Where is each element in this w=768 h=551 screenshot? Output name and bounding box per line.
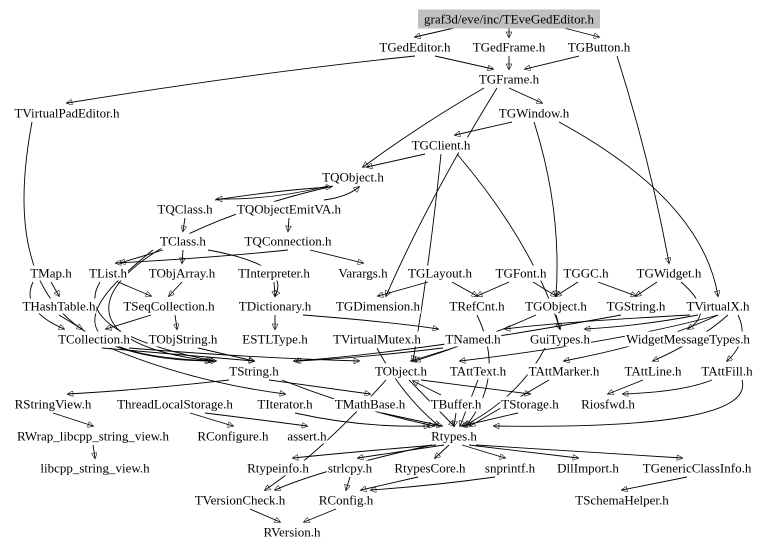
graph-node-tgedframe[interactable]: TGedFrame.h (472, 39, 546, 55)
graph-node-tvirtualpadeditor[interactable]: TVirtualPadEditor.h (14, 105, 120, 121)
edge-tnamed-to-tobject (411, 348, 453, 361)
graph-node-tattmarker[interactable]: TAttMarker.h (528, 363, 600, 379)
edge-tglayout-to-trefcnt (452, 282, 477, 296)
graph-node-tmap[interactable]: TMap.h (30, 265, 72, 281)
edge-tinterpreter-to-tdictionary (274, 282, 275, 296)
graph-node-tlist[interactable]: TList.h (89, 265, 127, 281)
graph-node-rtypeinfo[interactable]: Rtypeinfo.h (247, 460, 309, 476)
edge-tstring-to-tmathbase (269, 380, 370, 394)
edge-tversioncheck-to-rversion (250, 509, 280, 522)
graph-node-tattfill[interactable]: TAttFill.h (701, 363, 753, 379)
graph-node-tgenericclassinfo[interactable]: TGenericClassInfo.h (642, 460, 752, 476)
graph-node-tseqcollection[interactable]: TSeqCollection.h (123, 298, 215, 314)
graph-node-tgededitor[interactable]: TGedEditor.h (379, 39, 451, 55)
edge-rtypes-to-rtypescore (435, 445, 449, 458)
graph-node-tatttext[interactable]: TAttText.h (449, 363, 507, 379)
edge-tggc-to-tgstring (598, 282, 636, 296)
edge-eve-to-tgbutton (564, 28, 599, 37)
graph-node-threadlocalstorage[interactable]: ThreadLocalStorage.h (117, 396, 233, 412)
edge-tattline-to-riosfwd (608, 380, 643, 394)
edge-tattfill-to-riosfwd (623, 380, 712, 394)
graph-node-tgfont[interactable]: TGFont.h (495, 265, 547, 281)
edge-tglayout-to-tgdimension (378, 282, 428, 296)
graph-node-snprintf[interactable]: snprintf.h (484, 460, 536, 476)
edge-tgwindow-to-tgclient (455, 122, 512, 135)
graph-node-riosfwd[interactable]: Riosfwd.h (581, 396, 635, 412)
graph-node-tobject[interactable]: TObject.h (374, 363, 428, 379)
graph-node-rconfig[interactable]: RConfig.h (318, 492, 374, 508)
edge-strlcpy-to-rconfig (346, 477, 350, 490)
graph-node-tversioncheck[interactable]: TVersionCheck.h (194, 492, 286, 508)
graph-node-tcollection[interactable]: TCollection.h (58, 331, 130, 347)
graph-node-rwrap[interactable]: RWrap_libcpp_string_view.h (16, 428, 170, 444)
graph-node-tbuffer[interactable]: TBuffer.h (430, 396, 482, 412)
graph-node-tobjarray[interactable]: TObjArray.h (148, 265, 216, 281)
edge-tggc-to-tgobject (556, 282, 578, 296)
graph-node-tschemahelper[interactable]: TSchemaHelper.h (575, 492, 669, 508)
graph-node-rtypes[interactable]: Rtypes.h (431, 428, 477, 444)
edge-tobjarray-to-tseqcollection (169, 282, 182, 296)
graph-node-tstorage[interactable]: TStorage.h (501, 396, 559, 412)
edge-tgededitor-to-tgframe (435, 56, 493, 69)
edge-tvirtualx-to-guitypes (585, 315, 698, 329)
graph-node-tggc[interactable]: TGGC.h (563, 265, 609, 281)
graph-node-tqclass[interactable]: TQClass.h (157, 201, 213, 217)
graph-node-dllimport[interactable]: DllImport.h (557, 460, 619, 476)
graph-node-assert[interactable]: assert.h (287, 428, 327, 444)
edge-tgclient-to-tqobject (367, 154, 425, 167)
edge-tclass-to-tobjarray (182, 250, 183, 263)
edge-tlist-to-tseqcollection (118, 282, 151, 296)
graph-node-tgstring[interactable]: TGString.h (606, 298, 666, 314)
graph-node-tqconnection[interactable]: TQConnection.h (244, 233, 332, 249)
edge-tmap-to-thashtable (51, 282, 59, 296)
edge-rtypes-to-dllimport (469, 445, 578, 458)
graph-node-tgwidget[interactable]: TGWidget.h (636, 265, 702, 281)
edge-rtypescore-to-rconfig (361, 477, 418, 490)
edge-threadlocalstorage-to-assert (205, 413, 307, 426)
edge-tgededitor-to-tvirtualpadeditor (67, 56, 415, 103)
graph-node-tdictionary[interactable]: TDictionary.h (238, 298, 312, 314)
edge-titerator-to-rtypes (295, 413, 429, 426)
graph-node-tglayout[interactable]: TGLayout.h (408, 265, 472, 281)
edge-rconfig-to-rversion (304, 509, 336, 522)
graph-node-tobjstring[interactable]: TObjString.h (148, 331, 218, 347)
graph-node-tgwindow[interactable]: TGWindow.h (498, 105, 570, 121)
graph-node-estltype[interactable]: ESTLType.h (242, 331, 308, 347)
edge-tseqcollection-to-tobjstring (175, 315, 177, 329)
edge-rtypes-to-tgenericclassinfo (476, 445, 682, 458)
edge-tqobjectemitva-to-tqobject (324, 187, 359, 200)
edge-tgframe-to-tqobject (363, 88, 484, 167)
edge-eve-to-tgededitor (415, 28, 454, 37)
edge-tgwidget-to-tgstring (636, 282, 657, 296)
edge-rtypes-to-strlcpy (358, 445, 444, 458)
edge-tqclass-to-tclass (183, 218, 185, 231)
edge-rstringview-to-rwrap (53, 413, 93, 426)
graph-node-tstring[interactable]: TString.h (229, 363, 279, 379)
edge-tgenericclassinfo-to-tschemahelper (622, 477, 687, 490)
edge-tgclient-to-tobject (413, 154, 441, 361)
graph-node-thashtable[interactable]: THashTable.h (22, 298, 96, 314)
graph-node-varargs[interactable]: Varargs.h (338, 265, 388, 281)
edge-tmathbase-to-rtypes (382, 413, 442, 426)
graph-node-tgobject[interactable]: TGObject.h (525, 298, 587, 314)
edge-tstring-to-rstringview (68, 380, 229, 394)
graph-node-tattline[interactable]: TAttLine.h (624, 363, 682, 379)
graph-node-tmathbase[interactable]: TMathBase.h (334, 396, 406, 412)
graph-node-tinterpreter[interactable]: TInterpreter.h (238, 265, 310, 281)
edge-tdictionary-to-tnamed (303, 315, 438, 329)
edge-threadlocalstorage-to-rconfigure (190, 413, 233, 426)
graph-node-tgframe[interactable]: TGFrame.h (478, 71, 540, 87)
edge-tqobjectemitva-to-tqconnection (288, 218, 289, 231)
edge-tgbutton-to-tgframe (525, 56, 579, 69)
graph-node-rtypescore[interactable]: RtypesCore.h (394, 460, 466, 476)
edge-tgframe-to-tgwindow (509, 88, 542, 103)
edge-tgfont-to-tgobject (533, 282, 556, 296)
graph-node-eve: graf3d/eve/inc/TEveGedEditor.h (418, 10, 600, 29)
graph-node-tqobject[interactable]: TQObject.h (322, 169, 384, 185)
graph-node-widgetmessagetypes[interactable]: WidgetMessageTypes.h (626, 331, 750, 347)
graph-node-rversion[interactable]: RVersion.h (263, 524, 321, 540)
graph-node-tqobjectemitva[interactable]: TQObjectEmitVA.h (236, 201, 342, 217)
graph-node-tgbutton[interactable]: TGButton.h (567, 39, 631, 55)
edge-tgbutton-to-tgwidget (617, 56, 669, 263)
graph-node-trefcnt[interactable]: TRefCnt.h (449, 298, 505, 314)
graph-node-tgclient[interactable]: TGClient.h (411, 137, 471, 153)
graph-node-rstringview[interactable]: RStringView.h (14, 396, 92, 412)
graph-node-rconfigure[interactable]: RConfigure.h (197, 428, 269, 444)
graph-node-guitypes[interactable]: GuiTypes.h (529, 331, 591, 347)
graph-node-titerator[interactable]: TIterator.h (257, 396, 313, 412)
graph-node-tvirtualmutex[interactable]: TVirtualMutex.h (333, 331, 421, 347)
graph-node-tnamed[interactable]: TNamed.h (445, 331, 501, 347)
graph-node-tvirtualx[interactable]: TVirtualX.h (686, 298, 750, 314)
graph-node-strlcpy[interactable]: strlcpy.h (327, 460, 373, 476)
edge-tqconnection-to-varargs (310, 250, 363, 263)
edge-tgfont-to-trefcnt (477, 282, 509, 296)
edge-tvirtualx-to-tnamed (505, 315, 690, 329)
graph-node-tgdimension[interactable]: TGDimension.h (335, 298, 421, 314)
graph-node-tclass[interactable]: TClass.h (160, 233, 206, 249)
graph-node-libcpp[interactable]: libcpp_string_view.h (40, 460, 150, 476)
edge-tbuffer-to-rtypes (454, 413, 456, 426)
edge-rwrap-to-libcpp (93, 445, 95, 458)
